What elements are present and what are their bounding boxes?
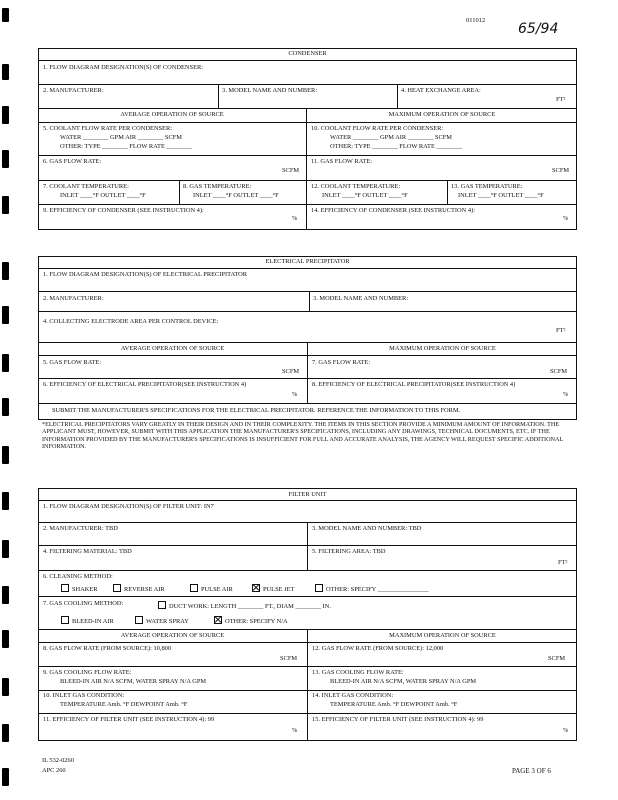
condenser-gas-flow-rate-max[interactable]: 11. GAS FLOW RATE:	[311, 158, 373, 165]
filter-gas-flow-rate-max[interactable]: 12. GAS FLOW RATE (FROM SOURCE): 12,000	[312, 645, 444, 652]
option-label: OTHER: SPECIFY N/A	[225, 618, 288, 625]
form-id: IL 532-0260	[42, 757, 74, 764]
checkbox-shaker[interactable]	[61, 584, 69, 592]
binder-mark	[2, 64, 9, 80]
option-label: OTHER: SPECIFY ________________	[326, 586, 429, 593]
unit-label: %	[563, 215, 569, 222]
apc-number: APC 260	[42, 767, 66, 774]
condenser-coolant-temperature-max: 12. COOLANT TEMPERATURE:	[311, 183, 401, 190]
cooling-option-duct-work[interactable]	[158, 601, 331, 610]
checkbox-water-spray[interactable]	[135, 616, 143, 624]
condenser-gas-temp-inlet-outlet-max[interactable]: INLET ____°F OUTLET ____°F	[458, 192, 544, 199]
filter-flow-diagram[interactable]: 1. FLOW DIAGRAM DESIGNATION(S) OF FILTER UNIT: IN7	[43, 503, 214, 510]
precipitator-electrode-area[interactable]: 4. COLLECTING ELECTRODE AREA PER CONTROL DEVICE:	[43, 318, 219, 325]
precipitator-submit-note: SUBMIT THE MANUFACTURER'S SPECIFICATIONS FOR THE ELECTRICAL PRECIPITATOR. REFERENCE THE INFORMATION TO THIS FORM.	[52, 407, 461, 414]
binder-mark	[2, 398, 9, 416]
filter-model[interactable]: 3. MODEL NAME AND NUMBER: TBD	[312, 525, 422, 532]
cooling-option-water-spray[interactable]	[135, 616, 189, 625]
handwritten-note: 65/94	[518, 21, 559, 37]
filter-inlet-temp-dewpoint-max[interactable]: TEMPERATURE Amb. °F DEWPOINT Amb. °F	[330, 701, 458, 708]
condenser-title: CONDENSER	[288, 50, 327, 57]
page-number: PAGE 3 OF 6	[512, 767, 551, 775]
binder-mark	[2, 492, 9, 510]
unit-label: SCFM	[552, 167, 570, 174]
unit-label: FT²	[556, 327, 566, 334]
binder-mark	[2, 724, 9, 742]
condenser-coolant-temp-inlet-outlet-max[interactable]: INLET ____°F OUTLET ____°F	[322, 192, 408, 199]
unit-label: %	[292, 727, 298, 734]
filter-maximum-header: MAXIMUM OPERATION OF SOURCE	[389, 632, 496, 639]
checkbox-duct-work[interactable]	[158, 601, 166, 609]
condenser-manufacturer[interactable]: 2. MANUFACTURER:	[43, 87, 104, 94]
condenser-coolant-other[interactable]: OTHER: TYPE ________ FLOW RATE ________	[60, 143, 193, 150]
cleaning-option-pulse-jet[interactable]	[252, 584, 294, 593]
binder-mark	[2, 586, 9, 604]
precipitator-efficiency-max[interactable]: 8. EFFICIENCY OF ELECTRICAL PRECIPITATOR(SEE INSTRUCTION 4)	[312, 381, 516, 388]
condenser-coolant-water-air[interactable]: WATER ________ GPM AIR ________ SCFM	[60, 134, 182, 141]
condenser-gas-temperature-max: 13. GAS TEMPERATURE:	[451, 183, 523, 190]
filter-gas-cooling-flow-rate-max: 13. GAS COOLING FLOW RATE:	[312, 669, 404, 676]
precipitator-title: ELECTRICAL PRECIPITATOR	[265, 258, 350, 265]
precipitator-manufacturer[interactable]: 2. MANUFACTURER:	[43, 295, 104, 302]
filter-gas-cooling-flow-rate: 9. GAS COOLING FLOW RATE:	[43, 669, 132, 676]
binder-mark	[2, 630, 9, 648]
filter-inlet-gas-condition: 10. INLET GAS CONDITION:	[43, 692, 125, 699]
cleaning-option-shaker[interactable]	[61, 584, 98, 593]
filter-efficiency-max[interactable]: 15. EFFICIENCY OF FILTER UNIT (SEE INSTRUCTION 4): 99	[312, 716, 484, 723]
cleaning-option-other[interactable]	[315, 584, 429, 593]
checkbox-reverse-air[interactable]	[113, 584, 121, 592]
option-label: SHAKER	[72, 586, 98, 593]
filter-inlet-gas-condition-max: 14. INLET GAS CONDITION:	[312, 692, 394, 699]
option-label: REVERSE AIR	[124, 586, 165, 593]
unit-label: %	[292, 215, 298, 222]
option-label: PULSE JET	[263, 586, 295, 593]
precipitator-flow-diagram[interactable]: 1. FLOW DIAGRAM DESIGNATION(S) OF ELECTRICAL PRECIPITATOR	[43, 271, 248, 278]
condenser-gas-flow-rate[interactable]: 6. GAS FLOW RATE:	[43, 158, 102, 165]
precipitator-average-header: AVERAGE OPERATION OF SOURCE	[120, 345, 225, 352]
condenser-model[interactable]: 3. MODEL NAME AND NUMBER:	[222, 87, 318, 94]
condenser-coolant-water-air-max[interactable]: WATER ________ GPM AIR ________ SCFM	[330, 134, 452, 141]
checkbox-other[interactable]	[315, 584, 323, 592]
precipitator-gas-flow-rate-max[interactable]: 7. GAS FLOW RATE:	[312, 359, 371, 366]
condenser-maximum-header: MAXIMUM OPERATION OF SOURCE	[388, 111, 496, 118]
filter-cleaning-method: 6. CLEANING METHOD:	[43, 573, 113, 580]
checkbox-other-checked[interactable]	[214, 616, 222, 624]
filter-material[interactable]: 4. FILTERING MATERIAL: TBD	[43, 548, 132, 555]
unit-label: SCFM	[550, 368, 568, 375]
binder-mark	[2, 196, 9, 214]
cooling-option-other[interactable]	[214, 616, 288, 625]
checkbox-pulse-jet-checked[interactable]	[252, 584, 260, 592]
binder-mark	[2, 354, 9, 372]
precipitator-maximum-header: MAXIMUM OPERATION OF SOURCE	[389, 345, 496, 352]
unit-label: %	[563, 391, 569, 398]
unit-label: FT²	[558, 559, 568, 566]
condenser-flow-diagram[interactable]: 1. FLOW DIAGRAM DESIGNATION(S) OF CONDENSER:	[43, 64, 204, 71]
binder-mark	[2, 446, 9, 464]
binder-mark	[2, 150, 9, 168]
precipitator-model[interactable]: 3. MODEL NAME AND NUMBER:	[313, 295, 409, 302]
condenser-coolant-temperature: 7. COOLANT TEMPERATURE:	[43, 183, 129, 190]
precipitator-disclaimer: *ELECTRICAL PRECIPITATORS VARY GREATLY IN THEIR DESIGN AND IN THEIR COMPLEXITY. THE ITEMS IN THIS SECTION PROVIDE A MINIMUM AMOUNT OF INFORMATION. THE APPLICANT MUST, HOWEVER, SUBMIT WITH THIS APPLICATION THE MANUFACTURER'S SPECIFICATIONS, INCLUDING ANY DRAWINGS, TECHNICAL DOCUMENTS, ETC. IF THE INFORMATION PROVIDED BY THE MANUFACTURER'S SPECIFICATIONS IS INSUFFICIENT FOR FULL AND ACCURATE ANALYSIS, THE AGENCY WILL REQUEST SPECIFIC ADDITIONAL INFORMATION.	[42, 421, 564, 450]
filter-manufacturer[interactable]: 2. MANUFACTURER: TBD	[43, 525, 118, 532]
checkbox-bleed-in-air[interactable]	[61, 616, 69, 624]
unit-label: %	[292, 391, 298, 398]
cooling-option-bleed-in-air[interactable]	[61, 616, 114, 625]
condenser-average-header: AVERAGE OPERATION OF SOURCE	[120, 111, 224, 118]
condenser-coolant-other-max[interactable]: OTHER: TYPE ________ FLOW RATE ________	[330, 143, 463, 150]
condenser-efficiency[interactable]: 9. EFFICIENCY OF CONDENSER (SEE INSTRUCTION 4):	[43, 207, 204, 214]
condenser-heat-exchange-area[interactable]: 4. HEAT EXCHANGE AREA:	[401, 87, 481, 94]
filter-cooling-bleed-spray-max[interactable]: BLEED-IN AIR N/A SCFM, WATER SPRAY N/A GPM	[330, 678, 477, 685]
binder-mark	[2, 262, 9, 280]
binder-mark	[2, 768, 9, 786]
binder-mark	[2, 306, 9, 324]
filter-gas-flow-rate[interactable]: 8. GAS FLOW RATE (FROM SOURCE): 10,800	[43, 645, 172, 652]
unit-label: SCFM	[280, 655, 298, 662]
unit-label: %	[563, 727, 569, 734]
cleaning-option-reverse-air[interactable]	[113, 584, 165, 593]
option-label: BLEED-IN AIR	[72, 618, 114, 625]
binder-mark	[2, 540, 9, 558]
checkbox-pulse-air[interactable]	[190, 584, 198, 592]
unit-label: SCFM	[282, 167, 300, 174]
filter-gas-cooling-method: 7. GAS COOLING METHOD:	[43, 600, 124, 607]
unit-label: SCFM	[282, 368, 300, 375]
filter-title: FILTER UNIT	[288, 491, 327, 498]
condenser-efficiency-max[interactable]: 14. EFFICIENCY OF CONDENSER (SEE INSTRUCTION 4):	[311, 207, 475, 214]
filter-area[interactable]: 5. FILTERING AREA: TBD	[312, 548, 386, 555]
precipitator-gas-flow-rate[interactable]: 5. GAS FLOW RATE:	[43, 359, 102, 366]
filter-inlet-temp-dewpoint[interactable]: TEMPERATURE Amb. °F DEWPOINT Amb. °F	[60, 701, 188, 708]
unit-label: SCFM	[548, 655, 566, 662]
binder-mark	[2, 678, 9, 696]
precipitator-efficiency[interactable]: 6. EFFICIENCY OF ELECTRICAL PRECIPITATOR(SEE INSTRUCTION 4)	[43, 381, 247, 388]
option-label: DUCT WORK: LENGTH ________ FT., DIAM ________ IN.	[169, 603, 331, 610]
binder-mark	[2, 8, 9, 22]
option-label: WATER SPRAY	[146, 618, 189, 625]
filter-efficiency[interactable]: 11. EFFICIENCY OF FILTER UNIT (SEE INSTRUCTION 4): 99	[43, 716, 215, 723]
binder-mark	[2, 106, 9, 124]
condenser-coolant-flow-rate-max: 10. COOLANT FLOW RATE PER CONDENSER:	[311, 125, 444, 132]
cleaning-option-pulse-air[interactable]	[190, 584, 233, 593]
condenser-coolant-flow-rate: 5. COOLANT FLOW RATE PER CONDENSER:	[43, 125, 173, 132]
unit-label: FT²	[556, 96, 566, 103]
condenser-gas-temp-inlet-outlet[interactable]: INLET ____°F OUTLET ____°F	[193, 192, 279, 199]
option-label: PULSE AIR	[201, 586, 233, 593]
condenser-coolant-temp-inlet-outlet[interactable]: INLET ____°F OUTLET ____°F	[60, 192, 146, 199]
filter-average-header: AVERAGE OPERATION OF SOURCE	[120, 632, 225, 639]
document-number: 011012	[466, 17, 486, 24]
filter-cooling-bleed-spray[interactable]: BLEED-IN AIR N/A SCFM, WATER SPRAY N/A GPM	[60, 678, 207, 685]
condenser-gas-temperature: 8. GAS TEMPERATURE:	[183, 183, 252, 190]
